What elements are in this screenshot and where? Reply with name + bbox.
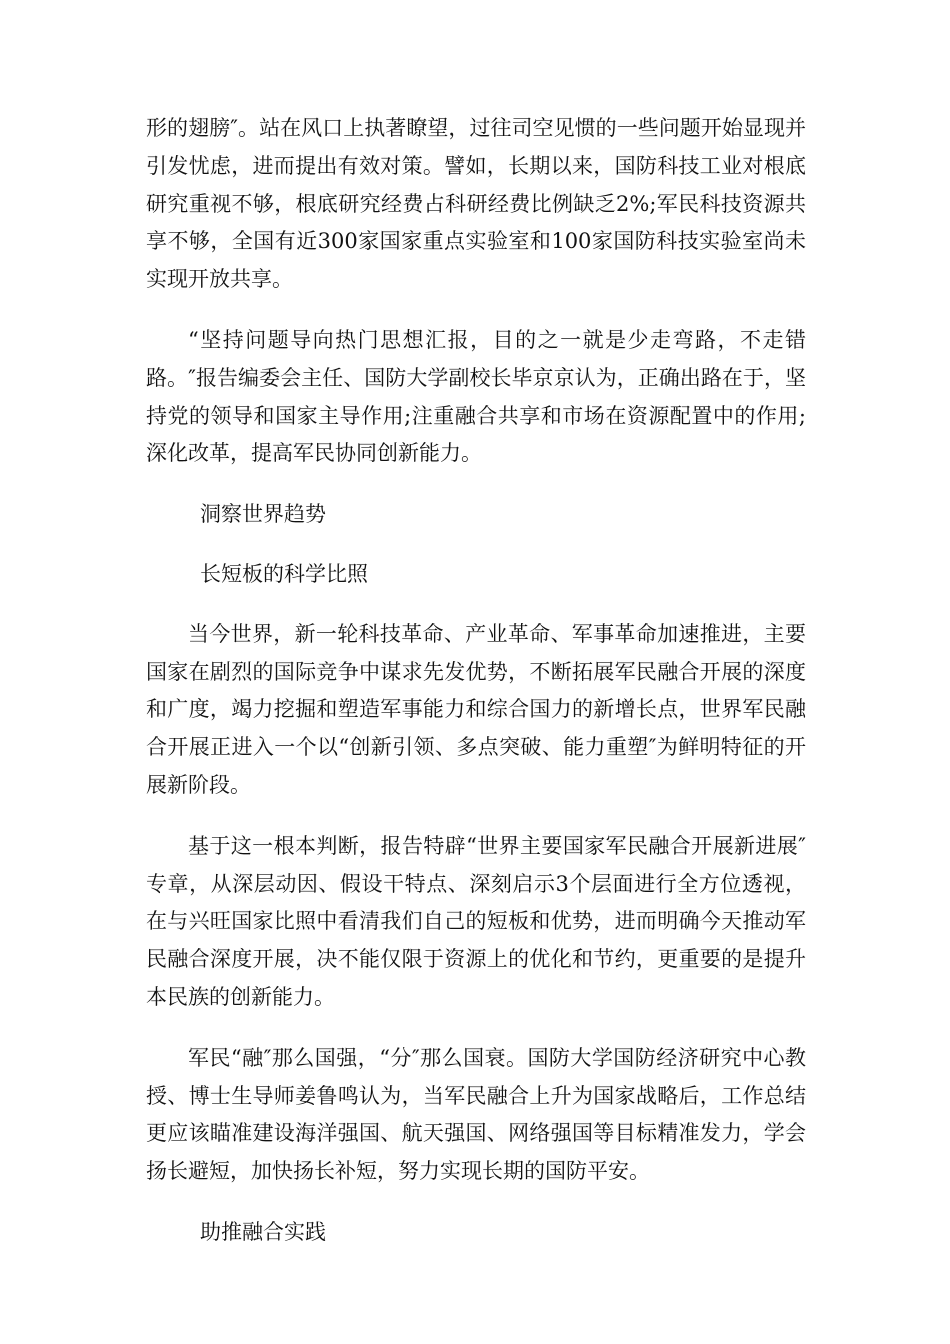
paragraph-problem-orientation: “坚持问题导向热门思想汇报，目的之一就是少走弯路，不走错路。″报告编委会主任、国防大学副校长毕京京认为，正确出路在于，坚持党的领导和国家主导作用;注重融合共享和市场在资源配置中的作用;深化改革，提高军民协同创新能力。 <box>146 327 806 466</box>
paragraph-continued: 形的翅膀″。站在风口上执著瞭望，过往司空见惯的一些问题开始显现并引发忧虑，进而提出有效对策。譬如，长期以来，国防科技工业对根底研究重视不够，根底研究经费占科研经费比例缺乏2%;军民科技资源共享不够，全国有近300家国家重点实验室和100家国防科技实验室尚未实现开放共享。 <box>146 116 806 292</box>
section-heading-world-trends: 洞察世界趋势 <box>200 502 326 527</box>
section-heading-practice: 助推融合实践 <box>200 1219 326 1244</box>
document-body <box>146 110 806 1274</box>
paragraph-world-today: 当今世界，新一轮科技革命、产业革命、军事革命加速推进，主要国家在剧烈的国际竞争中谋求先发优势，不断拓展军民融合开展的深度和广度，竭力挖掘和塑造军事能力和综合国力的新增长点，世界军民融合开展正进入一个以“创新引领、多点突破、能力重塑″为鲜明特征的开展新阶段。 <box>146 621 806 797</box>
paragraph-report-chapter: 基于这一根本判断，报告特辟“世界主要国家军民融合开展新进展″专章，从深层动因、假设干特点、深刻启示3个层面进行全方位透视，在与兴旺国家比照中看清我们自己的短板和优势，进而明确今天推动军民融合深度开展，决不能仅限于资源上的优化和节约，更重要的是提升本民族的创新能力。 <box>146 833 806 1009</box>
section-subheading-comparison: 长短板的科学比照 <box>200 561 368 586</box>
paragraph-military-civil: 军民“融″那么国强，“分″那么国衰。国防大学国防经济研究中心教授、博士生导师姜鲁鸣认为，当军民融合上升为国家战略后，工作总结更应该瞄准建设海洋强国、航天强国、网络强国等目标精准发力，学会扬长避短，加快扬长补短，努力实现长期的国防平安。 <box>146 1045 806 1184</box>
